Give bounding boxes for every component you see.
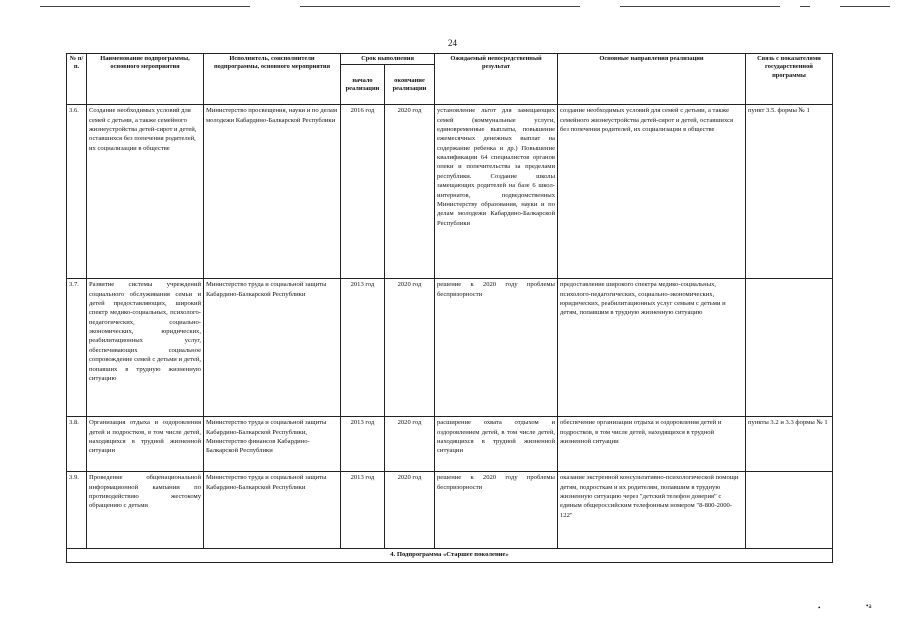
row-link <box>746 472 833 549</box>
row-name: Создание необходимых условий для семей с детьми, а также семейного жизнеустройства детей-сирот и детей, оставшихся без попечения родителей, их социализации в обществе <box>87 105 204 279</box>
row-name: Проведение общенациональной информационной кампании по противодействию жестокому обращению с детьми <box>87 472 204 549</box>
row-name: Развитие системы учреждений социального обслуживания семьи и детей предоставляющих, широкий спектр медико-социальных, психолого-педагогических, социально-экономических, юридических, реабилитационных услуг, обеспечивающих социальное сопровождение семей с детьми и детей, попавших в трудную жизненную ситуацию <box>87 279 204 417</box>
table-row <box>67 279 833 417</box>
header-directions: Основные направления реализации <box>558 54 746 105</box>
header-start: начало реализации <box>341 65 385 105</box>
header-end: окончание реализации <box>385 65 435 105</box>
row-executor: Министерство труда и социальной защиты Кабардино-Балкарской Республики <box>204 279 341 417</box>
row-name: Организация отдыха и оздоровления детей и подростков, в том числе детей, находящихся в трудной жизненной ситуации <box>87 417 204 472</box>
row-end: 2020 год <box>385 279 435 417</box>
row-directions: оказание экстренной консультативно-психологической помощи детям, подросткам и их родителям, попавшим в трудную жизненную ситуацию через "детский телефон доверия" с единым общероссийским телефонным номером "8-800-2000-122" <box>558 472 746 549</box>
row-executor: Министерство труда и социальной защиты Кабардино-Балкарской Республики <box>204 472 341 549</box>
row-link: пункт 3.5. формы № 1 <box>746 105 833 279</box>
row-executor: Министерство просвещения, науки и по делам молодежи Кабардино-Балкарской Республики <box>204 105 341 279</box>
section-title: 4. Подпрограмма «Старшее поколение» <box>67 549 833 563</box>
row-result: решение к 2020 году проблемы беспризорности <box>435 472 558 549</box>
row-executor: Министерство труда и социальной защиты Кабардино-Балкарской Республики, Министерство финансов Кабардино-Балкарской Республики <box>204 417 341 472</box>
scan-mark-right: •a <box>866 602 872 610</box>
row-start: 2013 год <box>341 472 385 549</box>
row-result: решение к 2020 году проблемы беспризорности <box>435 279 558 417</box>
row-start: 2013 год <box>341 417 385 472</box>
row-link <box>746 279 833 417</box>
top-rule-left <box>40 6 250 7</box>
row-directions: предоставление широкого спектра медико-социальных, психолого-педагогических, социально-экономических, юридических, реабилитационных услуг семьям с детьми и детям, попавшим в трудную жизненную ситуацию <box>558 279 746 417</box>
row-result: установление льгот для замещающих семей (коммунальные услуги, единовременные выплаты, повышение ежемесячных денежных выплат на содержание ребенка и др.) Повышение квалификации 64 специалистов органов опеки и попечительства за пределами республики. Создание школы замещающих родителей на базе 6 школ-интернатов, подведомственных Министерству образования, науки и по делам молодежи Кабардино-Балкарской Республики <box>435 105 558 279</box>
row-end: 2020 год <box>385 105 435 279</box>
top-rule-end <box>800 6 810 7</box>
row-result: расширение охвата отдыхом и оздоровлением детей, в том числе детей, находящихся в трудной жизненной ситуации <box>435 417 558 472</box>
row-directions: обеспечение организации отдыха и оздоровления детей и подростков, в том числе детей, находящихся в трудной жизненной ситуации <box>558 417 746 472</box>
page-number: 24 <box>448 38 457 48</box>
top-rule-right <box>620 6 780 7</box>
table-row <box>67 472 833 549</box>
row-directions: создание необходимых условий для семей с детьми, а также семейного жизнеустройства детей-сирот и детей, оставшихся без попечения родителей, их социализации в обществе <box>558 105 746 279</box>
row-start: 2016 год <box>341 105 385 279</box>
row-link: пункты 3.2 и 3.3 формы № 1 <box>746 417 833 472</box>
row-start: 2013 год <box>341 279 385 417</box>
scan-mark-left: • <box>818 604 821 612</box>
row-end: 2020 год <box>385 472 435 549</box>
header-link: Связь с показателями государственной программы <box>746 54 833 105</box>
row-num: 3.6. <box>67 105 87 279</box>
top-rule-mid <box>300 6 580 7</box>
header-num: № п/п. <box>67 54 87 105</box>
row-num: 3.7. <box>67 279 87 417</box>
program-table <box>66 53 833 563</box>
section-row <box>67 549 833 563</box>
header-name: Наименование подпрограммы, основного мероприятия <box>87 54 204 105</box>
row-num: 3.9. <box>67 472 87 549</box>
row-num: 3.8. <box>67 417 87 472</box>
table-row <box>67 105 833 279</box>
header-executor: Исполнитель, соисполнители подпрограммы, основного мероприятия <box>204 54 341 105</box>
table-row <box>67 417 833 472</box>
header-term: Срок выполнения <box>341 54 435 65</box>
row-end: 2020 год <box>385 417 435 472</box>
top-rule-tail <box>840 6 890 7</box>
header-result: Ожидаемый непосредственный результат <box>435 54 558 105</box>
